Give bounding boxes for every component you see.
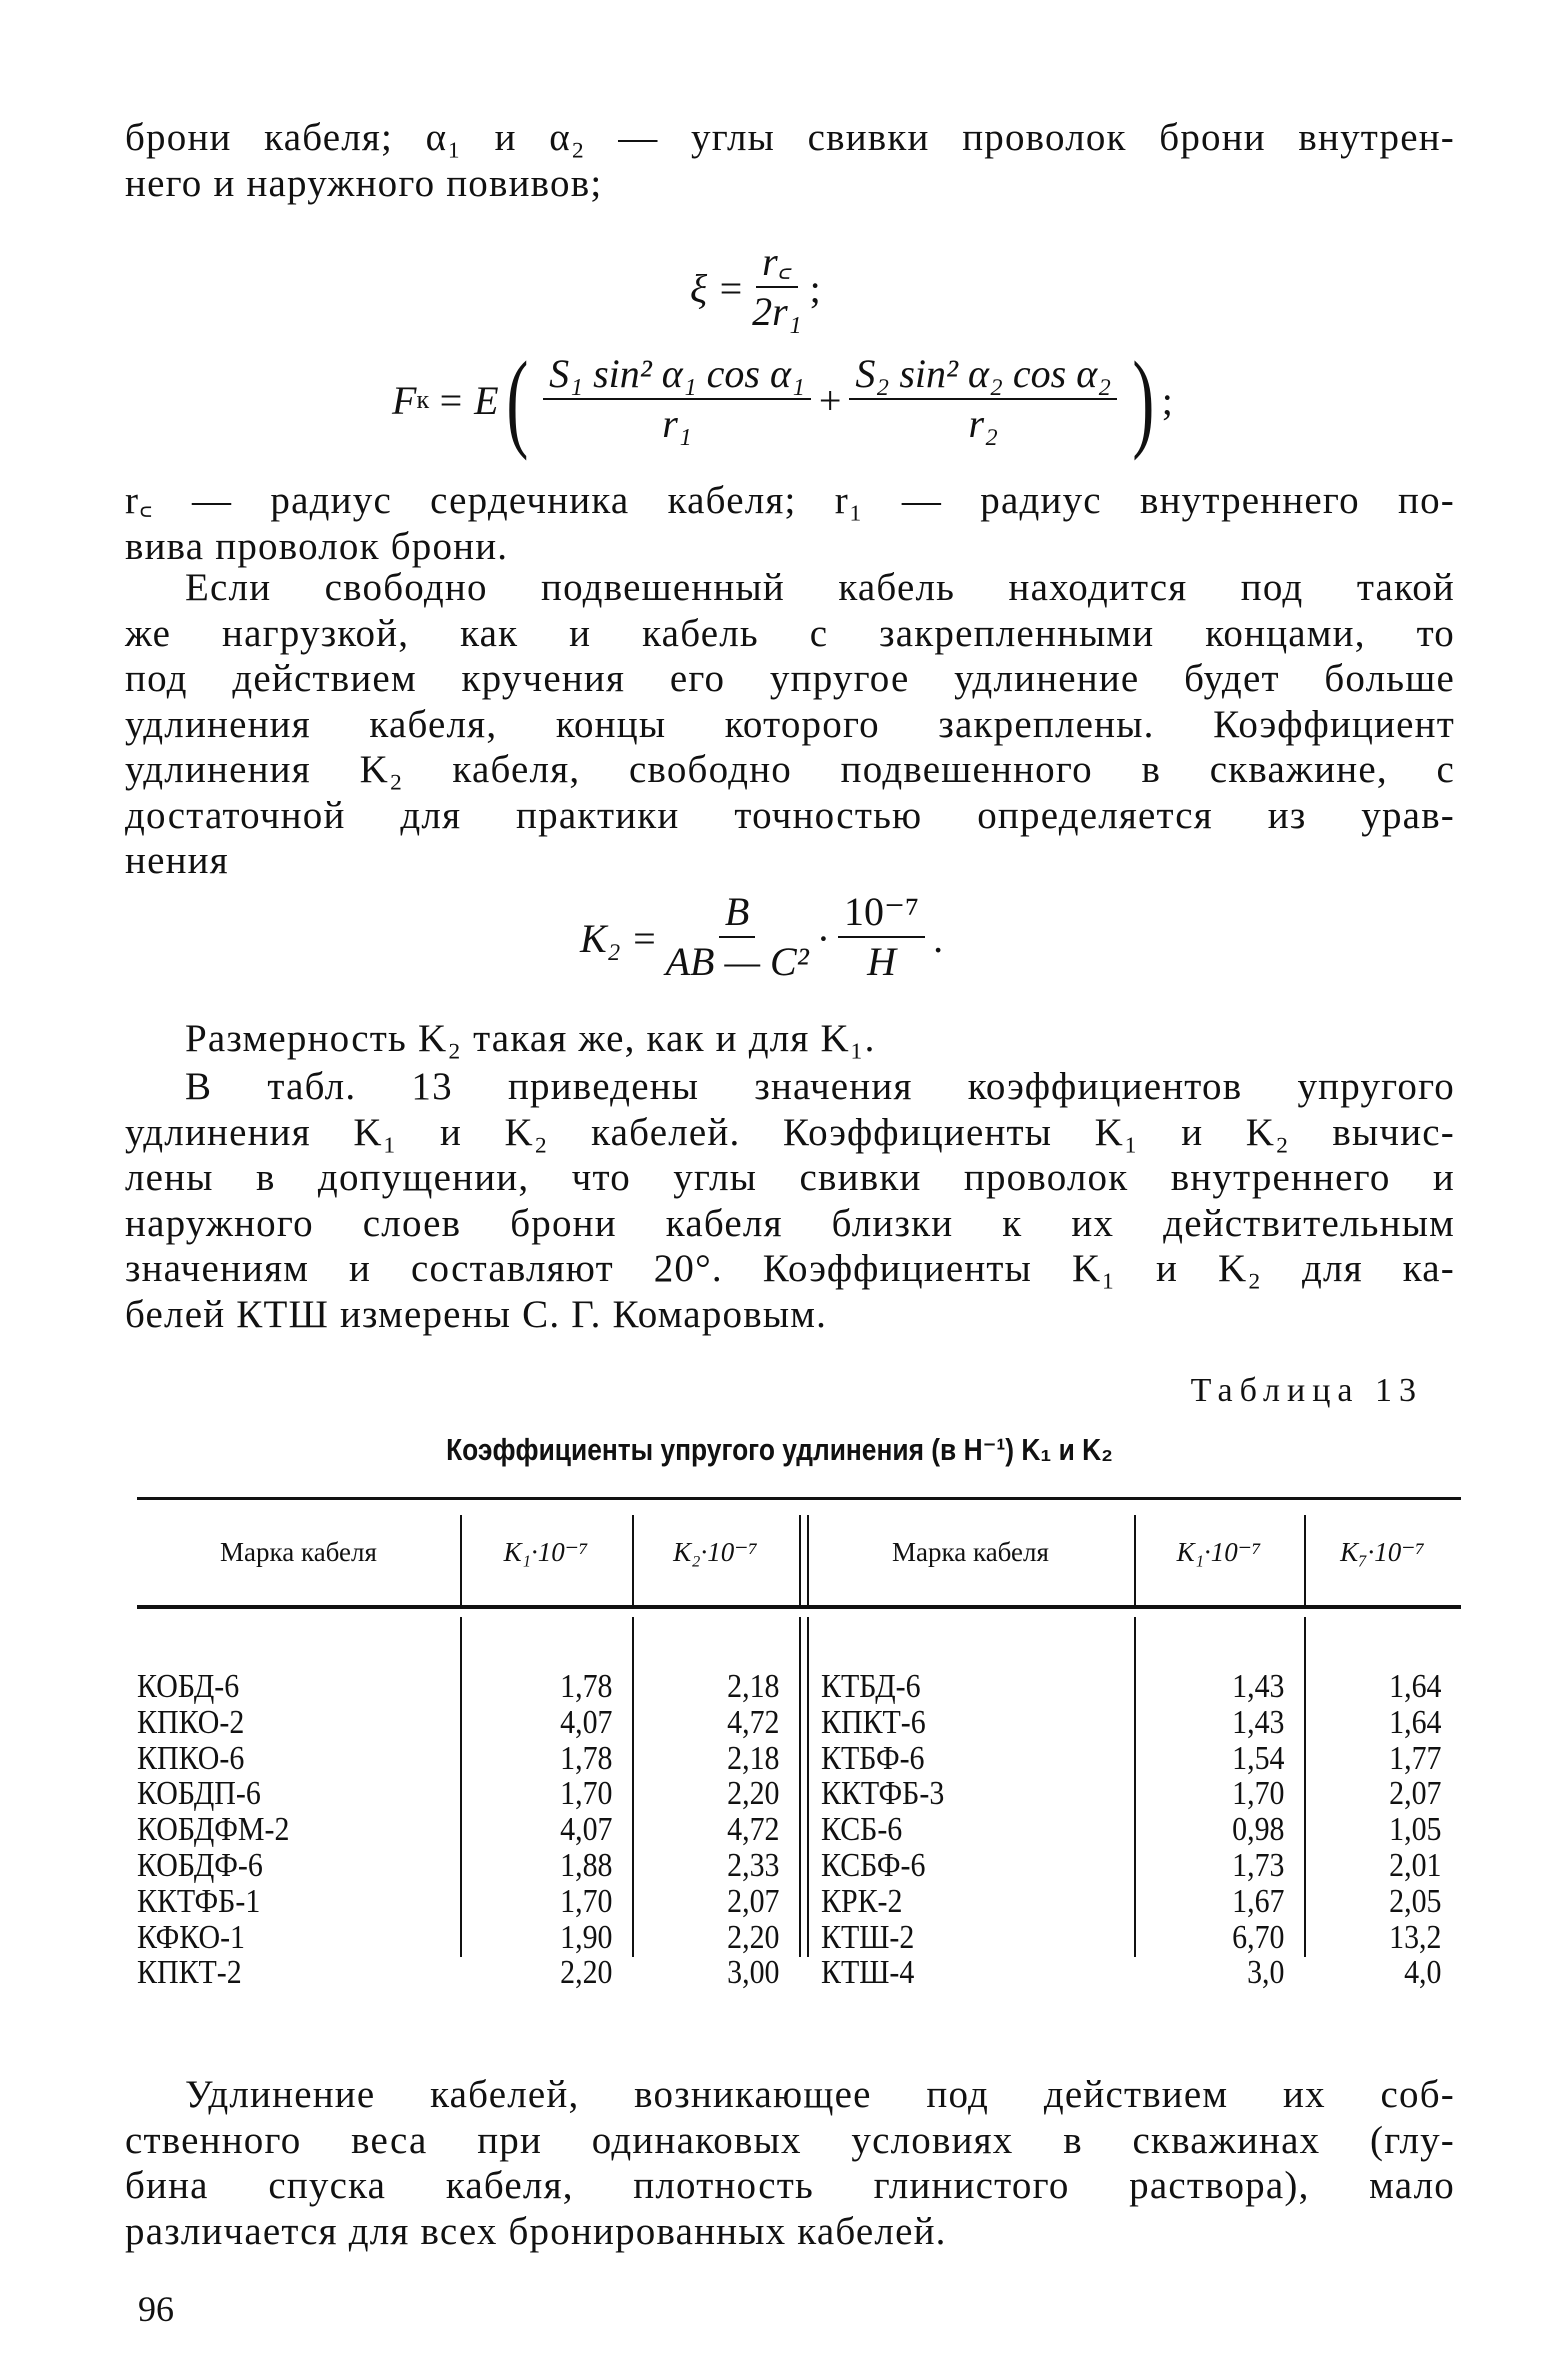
formula-xi-lhs: ξ = [690,265,745,311]
column-header: K₁·10⁻⁷ [1176,1536,1262,1567]
text-line: лены в допущении, что углы свивки проволок внутреннего и [125,1156,1455,1199]
coefficient-cell: 2,07 [726,1882,779,1920]
coefficient-cell: 1,78 [559,1668,612,1705]
numerator: 10⁻⁷ [838,890,925,938]
text-line: белей КТШ измерены С. Г. Комаровым. [125,1292,828,1336]
coefficient-cell: 1,43 [1231,1703,1284,1741]
paragraph-table-intro [125,1064,1455,1337]
coefficient-cell: 1,43 [1231,1668,1284,1705]
cable-brand-cell: КТШ-4 [821,1954,915,1992]
cable-brand-cell: КТБД-6 [821,1668,921,1705]
coefficient-cell: 3,00 [726,1954,779,1992]
coefficient-cell: 4,07 [559,1703,612,1741]
table-number: Таблица 13 [1190,1372,1423,1409]
text-line: Если свободно подвешенный кабель находится под такой [185,566,1455,609]
fraction-1 [666,890,809,986]
numerator: B [719,890,755,938]
text-line: вива проволок брони. [125,524,509,568]
paragraph-dimension [125,1016,1455,1062]
coefficient-cell: 2,33 [726,1847,779,1884]
text-line: под действием кручения его упругое удлинение будет больше [125,657,1455,700]
page-number: 96 [138,2289,174,2329]
coefficients-table [137,1497,1461,1992]
coefficient-cell: 2,18 [726,1668,779,1705]
paragraph-conclusion [125,2072,1455,2254]
denominator: AB — C² [665,939,809,984]
text-line: удлинения K₁ и K₂ кабелей. Коэффициенты K₁ и K₂ вычис- [125,1110,1455,1154]
text-line: же нагрузкой, как и кабель с закрепленными концами, то [125,611,1455,655]
coefficient-cell: 2,20 [726,1775,779,1813]
cable-brand-cell: ККТФБ-3 [821,1775,945,1813]
coefficient-cell: 2,07 [1388,1775,1441,1813]
fraction [752,240,801,336]
coefficient-cell: 1,77 [1388,1739,1441,1777]
right-paren: ) [1132,339,1155,461]
text-line: бина спуска кабеля, плотность глинистого раствора), мало [125,2164,1455,2207]
semicolon: ; [1161,377,1173,423]
cable-brand-cell: ККТФБ-1 [137,1882,261,1920]
denominator: r₂ [968,401,999,446]
text-line: В табл. 13 приведены значения коэффициентов упругого [185,1065,1455,1108]
column-divider [799,1515,801,1605]
formula-fk [392,339,1173,461]
table-caption: Коэффициенты упругого удлинения (в Н⁻¹) K₁ и K₂ [446,1432,1113,1467]
column-divider [1304,1617,1306,1957]
cable-brand-cell: КОБДФ-6 [137,1847,263,1884]
formula-k2-lhs: K₂ = [580,915,658,961]
cable-brand-cell: КСБФ-6 [821,1847,926,1884]
denominator: 2r₁ [752,289,802,334]
numerator: r꜀ [756,240,797,288]
coefficient-cell: 4,07 [559,1811,612,1849]
text-line: достаточной для практики точностью определяется из урав- [125,793,1455,837]
column-divider [460,1617,462,1957]
paragraph-free-cable [125,565,1455,884]
left-paren: ( [505,339,528,461]
text-line: него и наружного повивов; [125,161,603,205]
fraction-1 [543,352,811,448]
formula-xi [690,240,821,336]
coefficient-cell: 4,72 [726,1703,779,1741]
coefficient-cell: 2,01 [1388,1847,1441,1884]
coefficient-cell: 1,67 [1231,1882,1284,1920]
cable-brand-cell: КПКТ-6 [821,1703,926,1741]
column-header: Марка кабеля [892,1536,1049,1567]
cable-brand-cell: КПКТ-2 [137,1954,242,1992]
period: . [933,915,944,961]
fraction-2 [838,890,925,986]
coefficient-cell: 1,73 [1231,1847,1284,1884]
formula-k2 [580,890,943,986]
denominator: H [867,939,896,984]
text-line: значениям и составляют 20°. Коэффициенты K₁ и K₂ для ка- [125,1247,1455,1290]
column-header: K₁·10⁻⁷ [503,1536,589,1567]
coefficient-cell: 1,90 [559,1918,612,1956]
coefficient-cell: 1,70 [559,1882,612,1920]
coefficient-cell: 1,78 [559,1739,612,1777]
numerator: S₂ sin² α₂ cos α₂ [849,352,1117,400]
coefficient-cell: 13,2 [1388,1918,1441,1956]
cable-brand-cell: КОБДФМ-2 [137,1811,290,1849]
coefficient-cell: 4,72 [726,1811,779,1849]
table-top-rule [137,1497,1461,1500]
column-divider [1134,1617,1136,1957]
coefficient-cell: 1,70 [559,1775,612,1813]
text-line: Удлинение кабелей, возникающее под действием их соб- [185,2073,1455,2116]
coefficient-cell: 1,70 [1231,1775,1284,1813]
column-header: K₂·10⁻⁷ [673,1536,758,1567]
multiply-dot: · [816,915,831,961]
cable-brand-cell: КРК-2 [821,1882,903,1920]
text-line: наружного слоев брони кабеля близки к их действительным [125,1201,1455,1245]
paragraph-intro [125,115,1455,206]
cable-brand-cell: КТБФ-6 [821,1739,925,1777]
coefficient-cell: 1,64 [1388,1668,1441,1705]
fraction-2 [849,352,1117,448]
column-header: Марка кабеля [220,1536,377,1567]
column-header: K₇·10⁻⁷ [1340,1536,1425,1567]
text-line: брони кабеля; α₁ и α₂ — углы свивки проволок брони внутрен- [125,116,1455,159]
cable-brand-cell: КПКО-6 [137,1739,245,1777]
text-line: Размерность K₂ такая же, как и для K₁. [185,1017,876,1060]
coefficient-cell: 1,54 [1231,1739,1284,1777]
column-divider [807,1617,809,1957]
coefficient-cell: 6,70 [1231,1918,1284,1956]
plus-sign: + [818,377,842,423]
coefficient-cell: 0,98 [1231,1811,1284,1849]
text-line: удлинения кабеля, концы которого закреплены. Коэффициент [125,702,1455,746]
column-divider [632,1617,634,1957]
cable-brand-cell: КСБ-6 [821,1811,903,1849]
cable-brand-cell: КПКО-2 [137,1703,245,1741]
denominator: r₁ [662,401,692,446]
numerator: S₁ sin² α₁ cos α₁ [543,352,811,400]
coefficient-cell: 4,0 [1403,1954,1441,1992]
coefficient-cell: 1,88 [559,1847,612,1884]
coefficient-cell: 2,20 [559,1954,612,1992]
semicolon: ; [809,265,821,311]
cable-brand-cell: КТШ-2 [821,1918,915,1956]
equals-e: = E [437,377,499,423]
coefficient-cell: 3,0 [1246,1954,1284,1992]
text-line: r꜀ — радиус сердечника кабеля; r₁ — радиус внутреннего по- [125,479,1455,522]
coefficient-cell: 1,64 [1388,1703,1441,1741]
paragraph-rc-definition [125,478,1455,569]
cable-brand-cell: КОБД-6 [137,1668,240,1705]
cable-brand-cell: КФКО-1 [137,1918,246,1956]
text-line: нения [125,839,229,882]
column-divider [799,1617,801,1957]
text-line: удлинения K₂ кабеля, свободно подвешенного в скважине, с [125,748,1455,791]
cable-brand-cell: КОБДП-6 [137,1775,261,1813]
coefficient-cell: 2,18 [726,1739,779,1777]
coefficient-cell: 2,20 [726,1918,779,1956]
text-line: различается для всех бронированных кабелей. [125,2209,947,2253]
formula-fk-lhs: F [392,377,417,423]
coefficient-cell: 1,05 [1388,1811,1441,1849]
subscript: к [416,385,430,414]
text-line: ственного веса при одинаковых условиях в скважинах (глу- [125,2118,1455,2162]
table-header-rule [137,1605,1461,1609]
coefficient-cell: 2,05 [1388,1882,1441,1920]
